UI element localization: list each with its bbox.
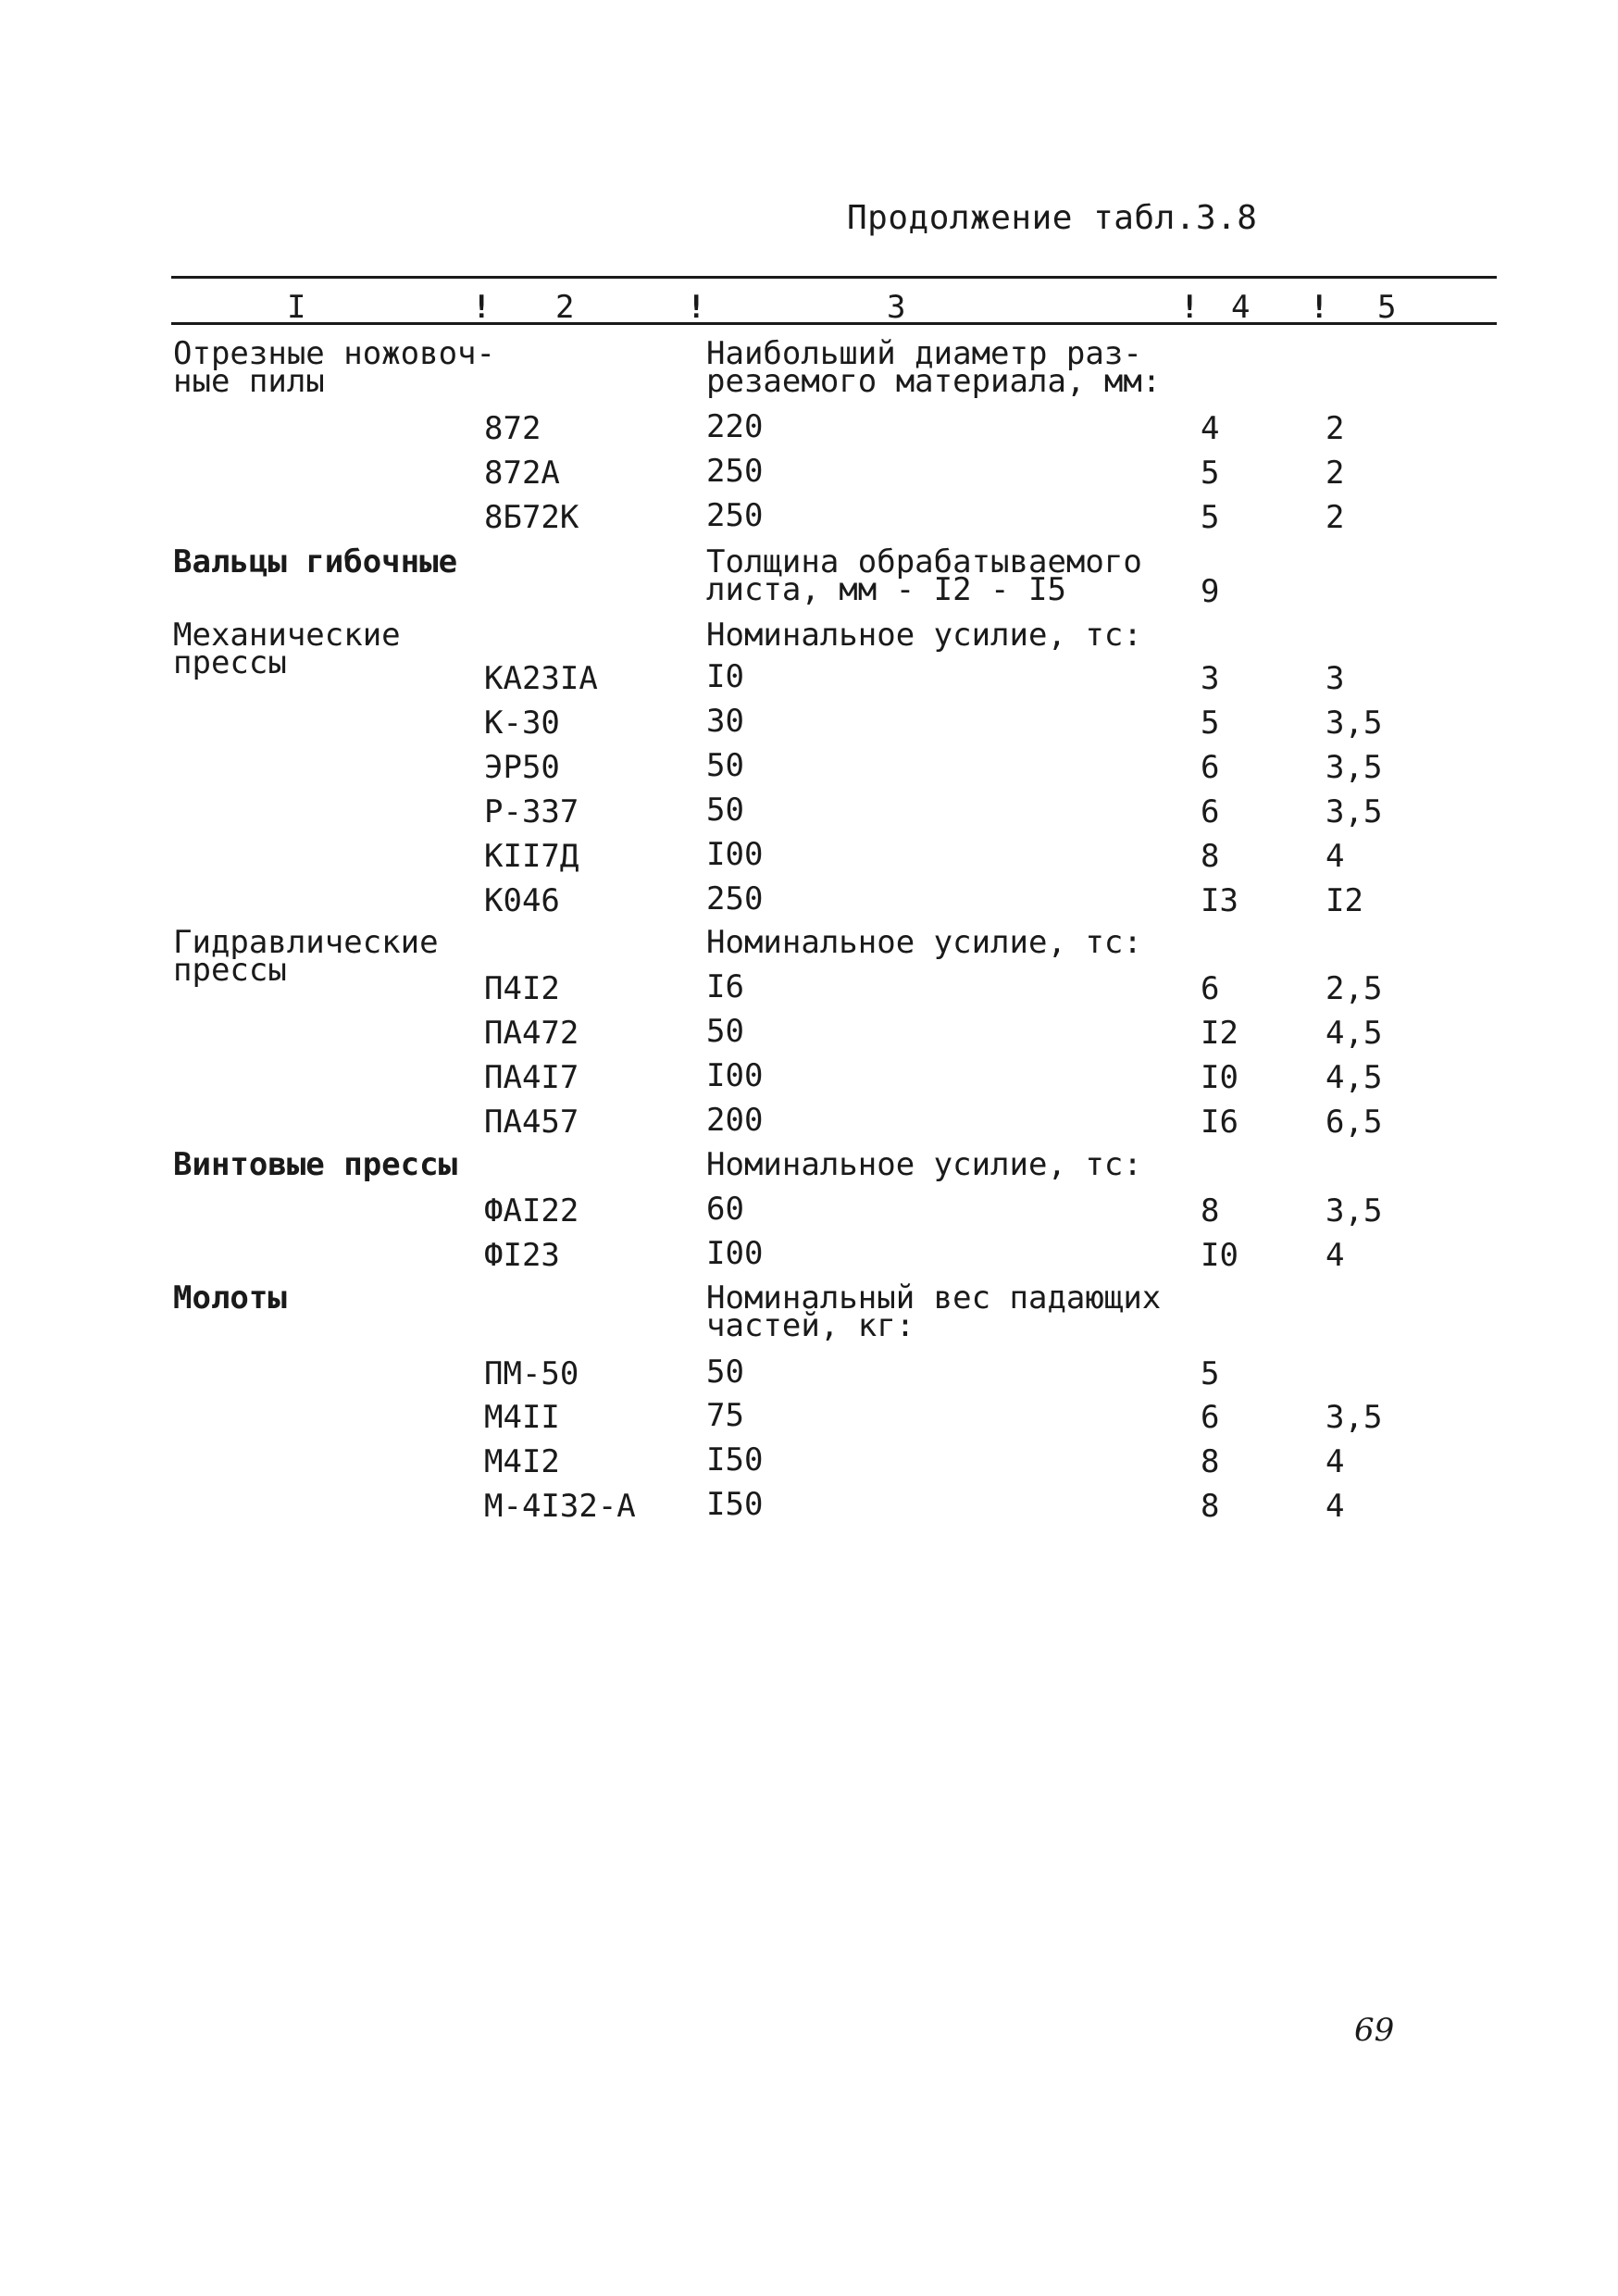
column-separator-4: ! [1310,289,1329,326]
column-4-cell: 5 [1201,455,1220,492]
column-5-cell: 3,5 [1326,705,1383,742]
column-5-cell: 6,5 [1326,1104,1383,1141]
column-5-cell: 4,5 [1326,1059,1383,1096]
table-row [0,497,1618,546]
parameter-cell: Номинальный вес падающих частей, кг: [706,1279,1162,1344]
model-cell: ФI23 [484,1237,560,1274]
parameter-cell: Номинальное усилие, тс: [706,1146,1142,1183]
equipment-type-cell: Вальцы гибочные [173,543,458,580]
model-cell: 872А [484,455,560,492]
column-4-cell: 8 [1201,1192,1220,1229]
column-4-cell: I2 [1201,1015,1238,1052]
column-header-2: 2 [555,289,575,326]
table-row [0,1279,1618,1344]
parameter-cell: I0 [706,658,744,695]
column-4-cell: 8 [1201,1443,1220,1480]
table-row [0,747,1618,796]
model-cell: ПМ-50 [484,1355,579,1392]
parameter-cell: I00 [706,1235,764,1272]
table-row [0,792,1618,841]
table-row [0,335,1618,400]
column-4-cell: 6 [1201,970,1220,1007]
table-row [0,1441,1618,1491]
column-5-cell: 2 [1326,455,1345,492]
table-row [0,1013,1618,1062]
column-separator-1: ! [472,289,492,326]
column-4-cell: 5 [1201,705,1220,742]
table-caption: Продолжение табл.3.8 [847,199,1258,237]
parameter-cell: I00 [706,836,764,873]
table-row [0,968,1618,1017]
column-5-cell: 2,5 [1326,970,1383,1007]
column-4-cell: 4 [1201,410,1220,447]
model-cell: КII7Д [484,838,579,875]
model-cell: К046 [484,882,560,919]
parameter-cell: I00 [706,1057,764,1094]
parameter-cell: 250 [706,497,764,534]
column-4-cell: 3 [1201,660,1220,697]
column-5-cell: 4,5 [1326,1015,1383,1052]
table-row [0,1397,1618,1446]
table-row [0,1235,1618,1284]
model-cell: КА23IА [484,660,598,697]
column-5-cell: 4 [1326,1237,1345,1274]
table-row [0,1057,1618,1106]
column-5-cell: 3,5 [1326,1192,1383,1229]
column-4-cell: 6 [1201,749,1220,786]
column-4-cell: 8 [1201,838,1220,875]
table-row [0,453,1618,502]
table-row [0,1191,1618,1240]
parameter-cell: Наибольший диаметр раз- резаемого материала, мм: [706,335,1162,400]
column-5-cell: 3,5 [1326,1399,1383,1436]
parameter-cell: I6 [706,968,744,1005]
equipment-type-cell: Винтовые прессы [173,1146,458,1183]
column-header-1: I [287,289,306,326]
column-4-cell: I6 [1201,1104,1238,1141]
model-cell: 872 [484,410,541,447]
parameter-cell: I50 [706,1486,764,1523]
parameter-cell: 60 [706,1191,744,1228]
column-4-cell: 8 [1201,1488,1220,1525]
model-cell: М-4I32-А [484,1488,636,1525]
column-4-cell: I0 [1201,1059,1238,1096]
column-5-cell: 4 [1326,838,1345,875]
model-cell: П4I2 [484,970,560,1007]
model-cell: М4I2 [484,1443,560,1480]
table-top-rule [171,276,1497,279]
model-cell: Р-337 [484,793,579,830]
parameter-cell: 50 [706,1354,744,1391]
column-separator-2: ! [687,289,706,326]
column-header-3: 3 [887,289,906,326]
column-5-cell: 3,5 [1326,749,1383,786]
column-5-cell: I2 [1326,882,1363,919]
column-5-cell: 4 [1326,1488,1345,1525]
column-4-cell: 9 [1201,573,1220,610]
parameter-cell: 50 [706,1013,744,1050]
parameter-cell: 200 [706,1102,764,1139]
table-header-rule [171,322,1497,325]
table-row [0,408,1618,457]
column-header-5: 5 [1377,289,1397,326]
parameter-cell: Толщина обрабатываемого листа, мм - I2 - I5 [706,543,1142,608]
column-5-cell: 3,5 [1326,793,1383,830]
model-cell: ПА457 [484,1104,579,1141]
parameter-cell: Номинальное усилие, тс: [706,617,1142,654]
column-4-cell: 5 [1201,1355,1220,1392]
parameter-cell: 75 [706,1397,744,1434]
column-separator-3: ! [1180,289,1200,326]
table-row [0,1486,1618,1535]
table-row [0,836,1618,885]
table-row [0,1354,1618,1403]
table-row [0,1146,1618,1195]
column-5-cell: 4 [1326,1443,1345,1480]
model-cell: ЭР50 [484,749,560,786]
column-5-cell: 2 [1326,499,1345,536]
equipment-type-cell: Молоты [173,1279,287,1316]
column-4-cell: I0 [1201,1237,1238,1274]
column-header-4: 4 [1231,289,1251,326]
parameter-cell: Номинальное усилие, тс: [706,924,1142,961]
equipment-type-cell: Отрезные ножовоч- ные пилы [173,335,495,400]
column-4-cell: 6 [1201,1399,1220,1436]
model-cell: 8Б72К [484,499,579,536]
table-row [0,1102,1618,1151]
parameter-cell: 30 [706,703,744,740]
table-row [0,880,1618,930]
table-row [0,658,1618,707]
model-cell: ПА4I7 [484,1059,579,1096]
parameter-cell: 250 [706,453,764,490]
model-cell: ПА472 [484,1015,579,1052]
model-cell: М4II [484,1399,560,1436]
column-5-cell: 3 [1326,660,1345,697]
column-4-cell: 6 [1201,793,1220,830]
parameter-cell: 250 [706,880,764,917]
column-4-cell: I3 [1201,882,1238,919]
model-cell: К-30 [484,705,560,742]
equipment-type-cell: Гидравлические прессы [173,924,439,989]
parameter-cell: I50 [706,1441,764,1479]
column-5-cell: 2 [1326,410,1345,447]
model-cell: ФАI22 [484,1192,579,1229]
parameter-cell: 50 [706,747,744,784]
column-4-cell: 5 [1201,499,1220,536]
table-row [0,703,1618,752]
parameter-cell: 50 [706,792,744,829]
page-number: 69 [1354,2012,1395,2049]
equipment-type-cell: Механические прессы [173,617,401,681]
parameter-cell: 220 [706,408,764,445]
table-row [0,543,1618,610]
